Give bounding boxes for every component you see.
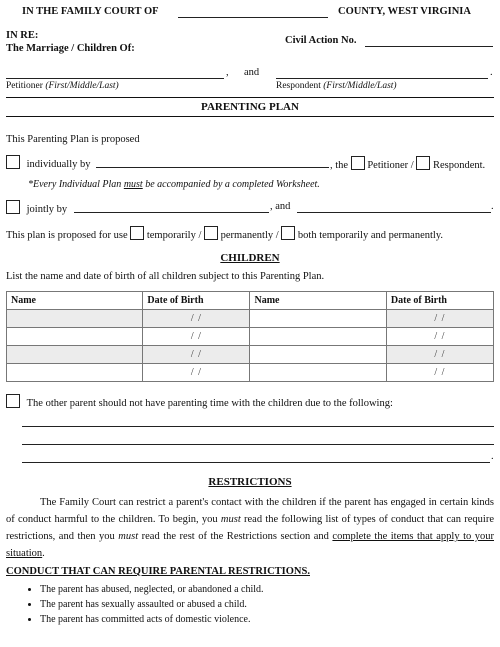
petitioner-hint: (First/Middle/Last) <box>45 81 119 91</box>
child-name-cell[interactable] <box>250 364 386 382</box>
petitioner-field[interactable] <box>6 78 224 79</box>
page-title: PARENTING PLAN <box>201 101 299 113</box>
restrictions-p4: complete the items that apply to your situation <box>6 531 494 559</box>
list-item: • The parent has abused, neglected, or abandoned a child. <box>40 584 264 595</box>
table-row <box>7 346 494 364</box>
temporarily-label: temporarily / <box>146 230 202 241</box>
col-name-2: Name <box>250 292 386 310</box>
county-field[interactable] <box>178 17 328 18</box>
child-dob-cell[interactable]: / / <box>386 310 493 328</box>
child-dob-cell[interactable]: / / <box>143 346 250 364</box>
court-left: IN THE FAMILY COURT OF <box>22 6 159 17</box>
child-dob-cell[interactable]: / / <box>386 364 493 382</box>
restrictions-must2: must <box>118 531 139 542</box>
the-label: , the <box>330 160 349 171</box>
jointly-row <box>6 200 67 215</box>
worksheet-note-must: must <box>123 179 143 190</box>
child-name-cell[interactable] <box>250 310 386 328</box>
table-row <box>7 364 494 382</box>
temporarily-checkbox[interactable] <box>130 226 144 240</box>
child-name-cell[interactable] <box>7 364 143 382</box>
title-bar <box>6 97 494 117</box>
marriage-label: The Marriage / Children Of: <box>6 43 135 54</box>
child-name-cell[interactable] <box>7 310 143 328</box>
reason-line-2[interactable] <box>22 444 494 445</box>
individually-label: individually by <box>26 159 91 170</box>
child-dob-cell[interactable]: / / <box>143 310 250 328</box>
children-instruction: List the name and date of birth of all children subject to this Parenting Plan. <box>6 271 325 282</box>
jointly-period: . <box>491 201 494 212</box>
individually-name-field[interactable] <box>96 167 329 168</box>
in-re-label: IN RE: <box>6 30 39 41</box>
petitioner-checkbox[interactable] <box>351 156 365 170</box>
jointly-label: jointly by <box>26 204 68 215</box>
petitioner-label: Petitioner <box>6 81 43 91</box>
and-label: and <box>244 67 260 78</box>
respondent-field[interactable] <box>276 78 488 79</box>
permanently-label: permanently / <box>220 230 279 241</box>
table-row <box>7 310 494 328</box>
respondent-caption <box>276 81 397 91</box>
child-name-cell[interactable] <box>250 346 386 364</box>
restrictions-p5: . <box>42 548 45 559</box>
respondent-hint: (First/Middle/Last) <box>323 81 397 91</box>
children-table <box>6 291 494 382</box>
jointly-second-field[interactable] <box>297 212 491 213</box>
jointly-checkbox[interactable] <box>6 200 20 214</box>
jointly-and: , and <box>270 201 291 212</box>
child-dob-cell[interactable]: / / <box>143 328 250 346</box>
child-name-cell[interactable] <box>250 328 386 346</box>
restrictions-must1: must <box>220 514 241 525</box>
petitioner-caption <box>6 81 119 91</box>
no-time-checkbox[interactable] <box>6 394 20 408</box>
reason-line-1[interactable] <box>22 426 494 427</box>
table-header <box>7 292 494 310</box>
child-name-cell[interactable] <box>7 346 143 364</box>
period: . <box>490 67 493 78</box>
worksheet-note <box>28 179 320 190</box>
individually-checkbox[interactable] <box>6 155 20 169</box>
proposal-intro: This Parenting Plan is proposed <box>6 134 140 145</box>
reason-line-3[interactable] <box>22 462 490 463</box>
individually-row <box>6 155 91 170</box>
restrictions-p3: read the rest of the Restrictions section and <box>138 531 333 542</box>
use-intro: This plan is proposed for use <box>6 230 128 241</box>
col-name: Name <box>7 292 143 310</box>
table-row <box>7 328 494 346</box>
petitioner-respondent-choice <box>330 156 485 171</box>
respondent-checkbox[interactable] <box>416 156 430 170</box>
respondent-label: Respondent <box>276 81 321 91</box>
court-right: COUNTY, WEST VIRGINIA <box>338 6 471 17</box>
both-label: both temporarily and permanently. <box>297 230 444 241</box>
conduct-heading: CONDUCT THAT CAN REQUIRE PARENTAL RESTRICTIONS. <box>6 566 310 577</box>
comma: , <box>226 67 229 78</box>
use-row <box>6 226 443 241</box>
conduct-list <box>22 584 264 629</box>
both-checkbox[interactable] <box>281 226 295 240</box>
restrictions-p2: read the following list of types of conduct that can require restrictions, and then you <box>6 514 494 542</box>
civil-action-label: Civil Action No. <box>285 35 357 46</box>
restrictions-paragraph <box>6 494 494 562</box>
col-dob: Date of Birth <box>143 292 250 310</box>
petitioner-option: Petitioner / <box>367 160 414 171</box>
child-name-cell[interactable] <box>7 328 143 346</box>
list-item: • The parent has sexually assaulted or abused a child. <box>40 599 264 610</box>
worksheet-note-pre: *Every Individual Plan <box>28 179 124 190</box>
worksheet-note-post: be accompanied by a completed Worksheet. <box>142 179 320 190</box>
permanently-checkbox[interactable] <box>204 226 218 240</box>
child-dob-cell[interactable]: / / <box>386 346 493 364</box>
restrictions-p1: The Family Court can restrict a parent's contact with the children if the parent has engaged in certain kinds of conduct harmful to the children. To begin, you <box>6 497 494 525</box>
col-dob-2: Date of Birth <box>386 292 493 310</box>
respondent-option: Respondent. <box>432 160 486 171</box>
no-time-row <box>6 394 393 409</box>
reason-period: . <box>491 451 494 462</box>
child-dob-cell[interactable]: / / <box>143 364 250 382</box>
children-heading: CHILDREN <box>220 252 280 264</box>
child-dob-cell[interactable]: / / <box>386 328 493 346</box>
civil-action-field[interactable] <box>365 46 493 47</box>
jointly-first-field[interactable] <box>74 212 269 213</box>
restrictions-heading: RESTRICTIONS <box>208 476 292 488</box>
list-item: • The parent has committed acts of domestic violence. <box>40 614 264 625</box>
no-time-label: The other parent should not have parenting time with the children due to the following: <box>26 398 393 409</box>
